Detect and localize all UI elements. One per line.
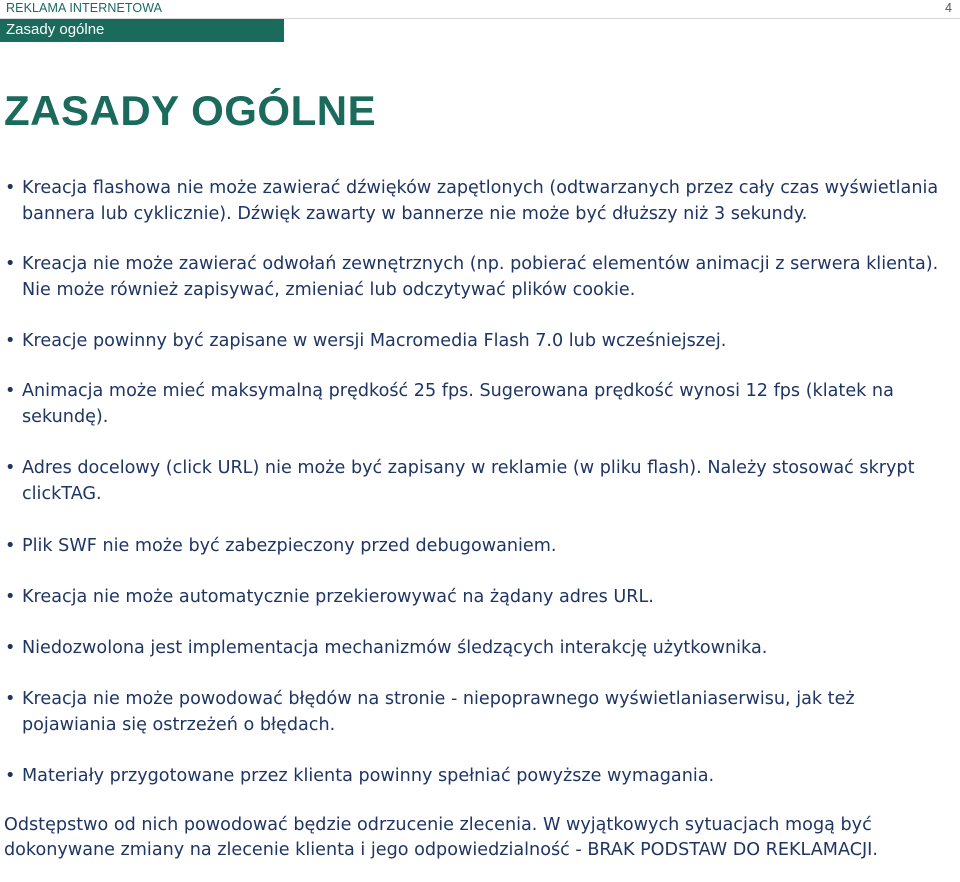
rules-list: [0, 175, 940, 789]
closing-paragraph: Odstępstwo od nich powodować będzie odrzucenie zlecenia. W wyjątkowych sytuacjach mogą być dokonywane zmiany na zlecenie klienta i jego odpowiedzialność - BRAK PODSTAW DO REKLAMACJI.: [4, 815, 878, 860]
page-header: [0, 0, 960, 19]
list-item: • Kreacje powinny być zapisane w wersji Macromedia Flash 7.0 lub wcześniejszej.: [0, 328, 940, 354]
list-item: • Animacja może mieć maksymalną prędkość 25 fps. Sugerowana prędkość wynosi 12 fps (klatek na sekundę).: [0, 378, 940, 430]
list-item: • Plik SWF nie może być zabezpieczony przed debugowaniem.: [0, 533, 940, 559]
list-item: • Kreacja nie może automatycznie przekierowywać na żądany adres URL.: [0, 584, 940, 610]
list-item: • Kreacja flashowa nie może zawierać dźwięków zapętlonych (odtwarzanych przez cały czas wyświetlania bannera lub cyklicznie). Dźwięk zawarty w bannerze nie może być dłuższy niż 3 sekundy.: [0, 175, 940, 227]
list-item: • Kreacja nie może powodować błędów na stronie - niepoprawnego wyświetlaniaserwisu, jak też pojawiania się ostrzeżeń o błędach.: [0, 686, 940, 738]
list-item: • Materiały przygotowane przez klienta powinny spełniać powyższe wymagania.: [0, 763, 940, 789]
list-item: • Niedozwolona jest implementacja mechanizmów śledzących interakcję użytkownika.: [0, 635, 940, 661]
section-tab: [0, 19, 284, 42]
section-tab-label: Zasady ogólne: [6, 21, 105, 38]
document-brand: REKLAMA INTERNETOWA: [6, 1, 163, 15]
page-title: ZASADY OGÓLNE: [4, 87, 377, 134]
page-number: 4: [945, 1, 952, 15]
list-item: • Adres docelowy (click URL) nie może być zapisany w reklamie (w pliku flash). Należy stosować skrypt clickTAG.: [0, 455, 940, 507]
list-item: • Kreacja nie może zawierać odwołań zewnętrznych (np. pobierać elementów animacji z serwera klienta). Nie może również zapisywać, zmieniać lub odczytywać plików cookie.: [0, 251, 940, 303]
